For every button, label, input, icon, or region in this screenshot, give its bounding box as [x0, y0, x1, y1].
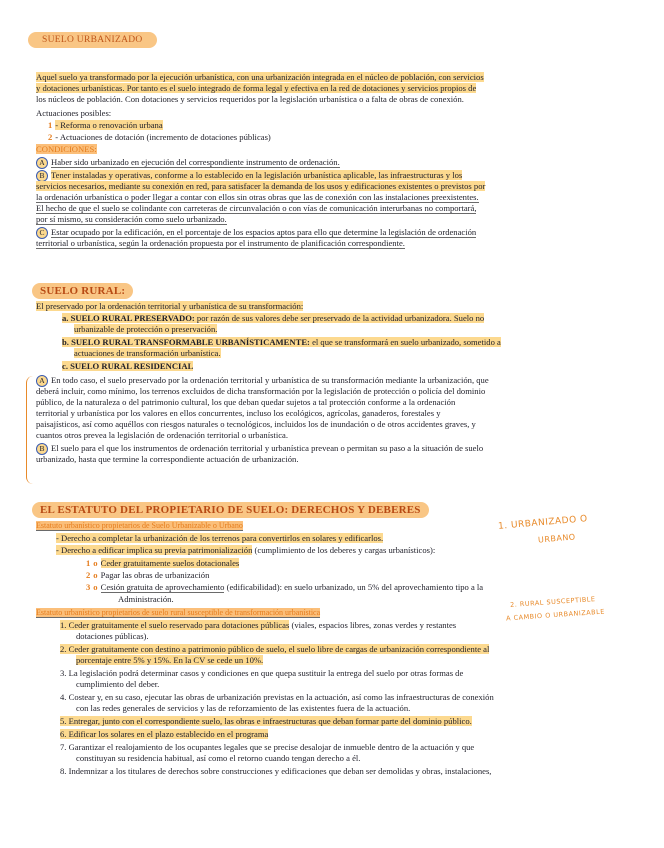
list-item: 4. Costear y, en su caso, ejecutar las obras de urbanización previstas en la actuación, así como las infraestructuras de conexión: [60, 692, 494, 702]
list-item: 3. La legislación podrá determinar casos y condiciones en que quepa sustituir la entrega del suelo por otras formas de: [60, 668, 464, 678]
paragraph-line: territorial y urbanística por los valores en ellos concurrentes, incluso los ecológicos, agrícolas, ganaderos, forestales y: [36, 408, 441, 418]
condition-b: B Tener instaladas y operativas, conforme a lo establecido en la legislación urbanística aplicable, las infraestructuras y los: [36, 170, 462, 182]
handwritten-note-urbano: URBANO: [537, 532, 576, 545]
list-item: 1. Ceder gratuitamente el suelo reservado para dotaciones públicas (viales, espacios libres, zonas verdes y restantes: [60, 620, 457, 630]
paragraph-line: El hecho de que el suelo se colindante con carreteras de circunvalación o con vías de comunicación interurbanas no comportará,: [36, 203, 477, 213]
rural-item-c: c. SUELO RURAL RESIDENCIAL: [62, 361, 194, 371]
paragraph-line: público, de la naturaleza o del patrimonio cultural, los que deban quedar sujetos a tal protección conforme a la ordenación: [36, 397, 456, 407]
number-marker: 2: [48, 132, 53, 142]
list-item: - Derecho a edificar implica su previa patrimonialización (cumplimiento de los deberes y cargas urbanísticos):: [56, 545, 436, 555]
paragraph-line: Actuaciones posibles:: [36, 108, 112, 118]
list-item: 2. Ceder gratuitamente con destino a patrimonio público de suelo, el suelo libre de cargas de urbanización correspondiente al: [60, 644, 490, 654]
list-item: 6. Edificar los solares en el plazo establecido en el programa: [60, 729, 269, 739]
paragraph-line: servicios necesarios, mediante su conexión en red, para satisfacer la demanda de los usos y edificaciones existentes o previstos por: [36, 181, 486, 191]
paragraph-line: deberá incluir, como mínimo, los terrenos excluidos de dicha transformación por la legislación de protección o policía del dominio: [36, 386, 486, 396]
condition-c: C Estar ocupado por la edificación, en el porcentaje de los espacios aptos para ello que determine la legislación de ordenación: [36, 227, 476, 239]
paragraph-line: con las redes generales de servicios y las de reforzamiento de las existentes fuera de la actuación.: [76, 703, 411, 713]
paragraph-line: la ordenación urbanística o poder llegar a contar con ellos sin otras obras que las de conexión con las instalaciones preexistentes.: [36, 192, 479, 202]
paragraph-line: El preservado por la ordenación territorial y urbanística de su transformación:: [36, 301, 304, 311]
rural-paragraph-a: A En todo caso, el suelo preservado por la ordenación territorial y urbanística de su transformación mediante la urbanización, que: [36, 375, 489, 387]
list-item: 5. Entregar, junto con el correspondiente suelo, las obras e infraestructuras que deban formar parte del dominio público.: [60, 716, 472, 726]
condition-a: A Haber sido urbanizado en ejecución del correspondiente instrumento de ordenación.: [36, 157, 340, 169]
paragraph-line: y dotaciones urbanísticas. Por tanto es el suelo integrado de forma legal y efectiva en la red de dotaciones y servicios propios de: [36, 83, 477, 93]
paragraph-line: territorial o urbanística, según la ordenación propuesta por el instrumento de planificación correspondiente.: [36, 238, 405, 248]
marker-a: A: [36, 157, 48, 169]
subheading-urbanizado: Estatuto urbanístico propietarios de Suelo Urbanizable o Urbano: [36, 521, 243, 530]
paragraph-line: por sí mismo, su consideración como suelo urbanizado.: [36, 214, 227, 224]
paragraph-line: Administración.: [118, 594, 174, 604]
paragraph-line: cumplimiento del deber.: [76, 679, 160, 689]
rural-paragraph-b: B El suelo para el que los instrumentos de ordenación territorial y urbanística prevean o permitan su paso a la situación de suelo: [36, 443, 483, 455]
conditions-heading: CONDICIONES:: [36, 144, 97, 154]
list-item: 2 - Actuaciones de dotación (incremento de dotaciones públicas): [48, 132, 271, 142]
section-title-suelo-urbanizado: SUELO URBANIZADO: [28, 32, 157, 48]
list-item: 3 o Cesión gratuita de aprovechamiento (edificabilidad): en suelo urbanizado, un 5% del aprovechamiento tipo a la: [86, 582, 484, 592]
list-item: - Derecho a completar la urbanización de los terrenos para convertirlos en solares y edificarlos.: [56, 533, 384, 543]
paragraph-line: actuaciones de transformación urbanística.: [74, 348, 221, 358]
marker-b: B: [36, 443, 48, 455]
paragraph-line: constituyan su residencia habitual, así como el retorno cuando tengan derecho a él.: [76, 753, 361, 763]
paragraph-line: los núcleos de población. Con dotaciones y servicios requeridos por la legislación urbanística o a falta de obras de conexión.: [36, 94, 464, 104]
paragraph-line: paisajísticos, así como aquéllos con riesgos naturales o tecnológicos, incluidos los de inundación o de otros accidentes graves, y: [36, 419, 476, 429]
marker-c: C: [36, 227, 48, 239]
paragraph-line: porcentaje entre 5% y 15%. En la CV se cede un 10%.: [76, 655, 264, 665]
handwritten-note-rural: 2. RURAL SUSCEPTIBLE: [509, 595, 596, 609]
handwritten-note-cambio: A CAMBIO O URBANIZABLE: [505, 607, 606, 623]
list-item: 1 - Reforma o renovación urbana: [48, 120, 163, 130]
number-marker: 1: [48, 120, 53, 130]
subheading-rural: Estatuto urbanístico propietarios de suelo rural susceptible de transformación urbanística: [36, 608, 321, 617]
marker-b: B: [36, 170, 48, 182]
paragraph-line: urbanizable de protección o preservación.: [74, 324, 218, 334]
section-title-estatuto: EL ESTATUTO DEL PROPIETARIO DE SUELO: DERECHOS Y DEBERES: [32, 502, 429, 518]
handwritten-note-urbanizado: 1. URBANIZADO O: [497, 514, 589, 532]
marker-a: A: [36, 375, 48, 387]
paragraph-line: cuantos otros prevea la legislación de ordenación territorial o urbanística.: [36, 430, 288, 440]
list-item: 7. Garantizar el realojamiento de los ocupantes legales que se precise desalojar de inmueble dentro de la actuación y que: [60, 742, 475, 752]
paragraph-line: dotaciones públicas).: [76, 631, 149, 641]
list-item: 8. Indemnizar a los titulares de derechos sobre construcciones y edificaciones que deban ser demolidas y obras, instalaciones,: [60, 766, 492, 776]
paragraph-line: Aquel suelo ya transformado por la ejecución urbanística, con una urbanización integrada en el núcleo de población, con servicios: [36, 72, 484, 82]
list-item: 1 o Ceder gratuitamente suelos dotacionales: [86, 558, 240, 568]
list-item: 2 o Pagar las obras de urbanización: [86, 570, 210, 580]
rural-item-b: b. SUELO RURAL TRANSFORMABLE URBANÍSTICAMENTE: el que se transformará en suelo urbanizado, sometido a: [62, 337, 501, 347]
margin-brace: [26, 376, 33, 484]
rural-item-a: a. SUELO RURAL PRESERVADO: por razón de sus valores debe ser preservado de la actividad urbanizadora. Suelo no: [62, 313, 485, 323]
section-title-suelo-rural: SUELO RURAL:: [32, 283, 133, 299]
paragraph-line: urbanizado, hasta que termine la correspondiente actuación de urbanización.: [36, 454, 299, 464]
